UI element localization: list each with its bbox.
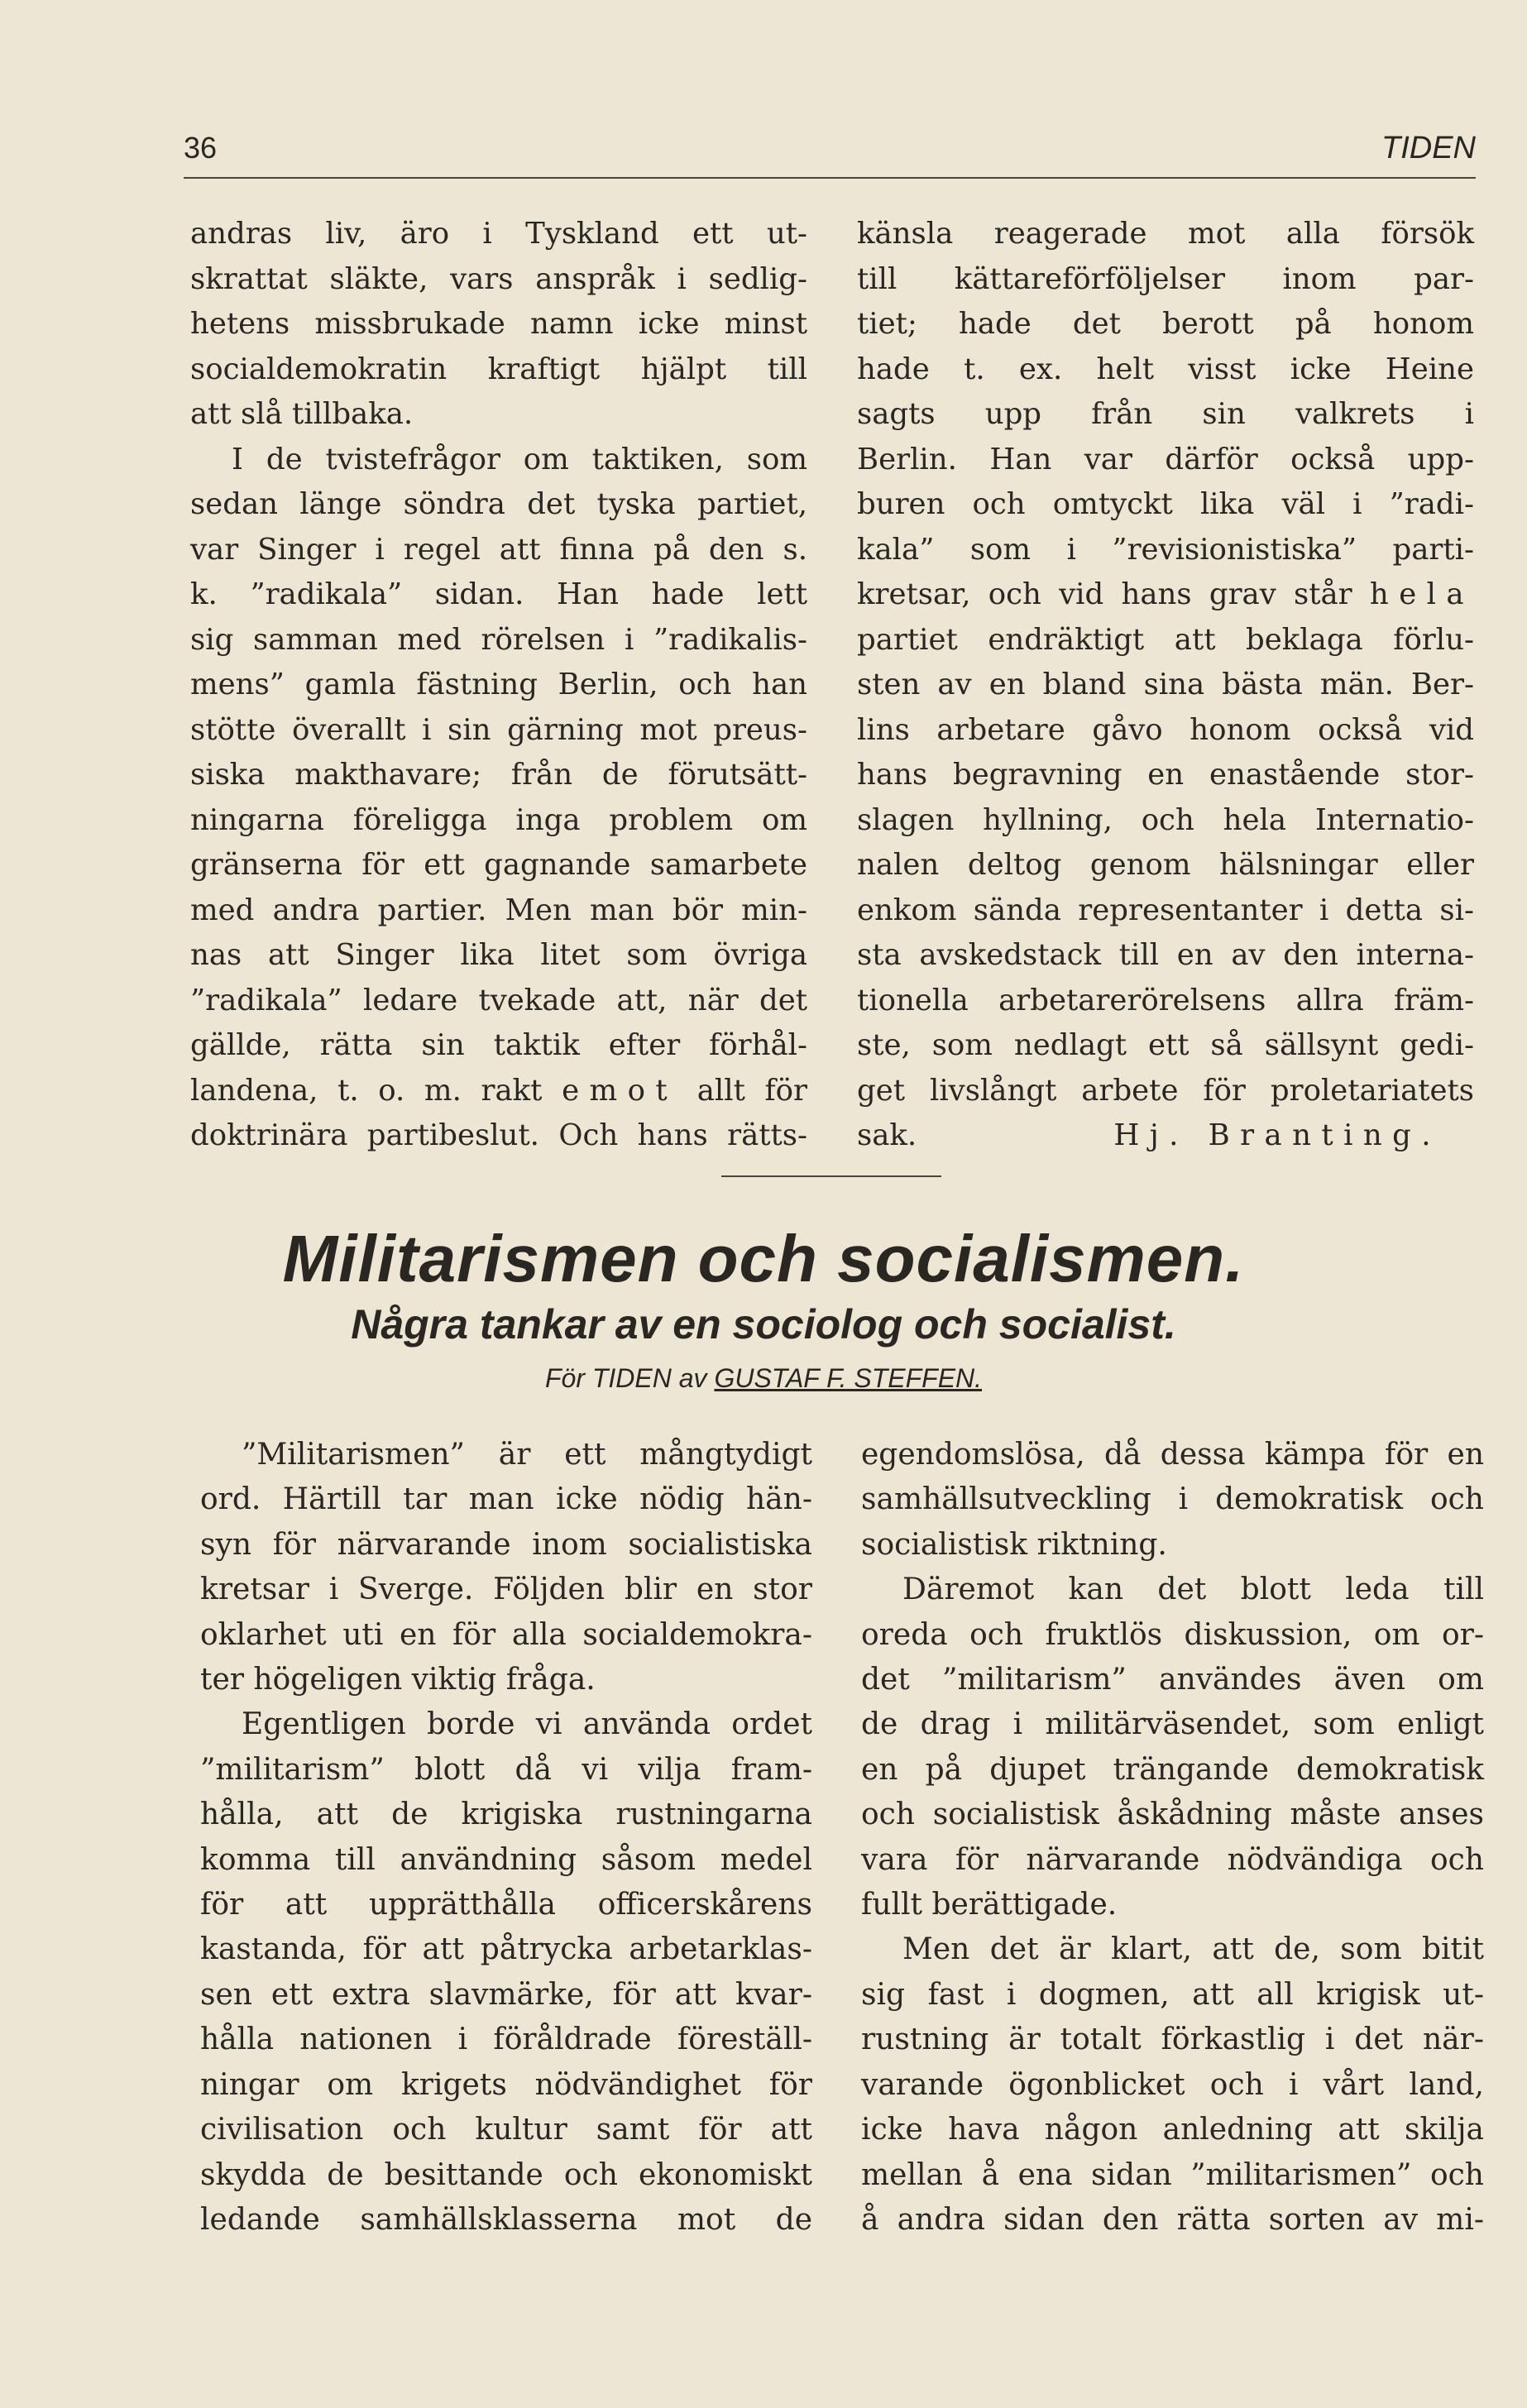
- text-line: egendomslösa, då dessa kämpa för en: [861, 1438, 1484, 1472]
- text-line: ”radikala” ledare tvekade att, när det: [190, 983, 807, 1017]
- text-line: Egentligen borde vi använda ordet: [242, 1707, 812, 1742]
- byline-prefix: För TIDEN av: [544, 1363, 715, 1393]
- text-line: hålla, att de krigiska rustningarna: [200, 1798, 812, 1832]
- article-right-column: [861, 1433, 1484, 2243]
- text-line: ”Militarismen” är ett mångtydigt: [242, 1438, 812, 1472]
- text-segment: sak.: [857, 1118, 917, 1152]
- text-line: Men det är klart, att de, som bitit: [902, 1932, 1484, 1967]
- text-line: doktrinära partibeslut. Och hans rätts-: [190, 1118, 807, 1152]
- text-line: stötte överallt i sin gärning mot preus-: [190, 712, 807, 747]
- text-line: socialistisk riktning.: [861, 1527, 1167, 1562]
- text-line: slagen hyllning, och hela Internatio-: [857, 802, 1474, 837]
- text-line: rustning är totalt förkastlig i det när-: [861, 2023, 1484, 2057]
- text-line: sedan länge söndra det tyska partiet,: [190, 487, 807, 521]
- text-line: till kättareförföljelser inom par-: [857, 261, 1474, 296]
- byline-author: GUSTAF F. STEFFEN.: [714, 1363, 983, 1393]
- text-line: lins arbetare gåvo honom också vid: [857, 712, 1474, 747]
- text-segment: allt för: [677, 1073, 807, 1108]
- text-line: oreda och fruktlös diskussion, om or-: [861, 1617, 1484, 1652]
- text-line: oklarhet uti en för alla socialdemokra-: [200, 1617, 812, 1652]
- running-head: [184, 131, 1476, 179]
- text-line: nalen deltog genom hälsningar eller: [857, 848, 1474, 882]
- text-line: fullt berättigade.: [861, 1888, 1118, 1922]
- article-divider: [721, 1175, 941, 1177]
- text-line: sig samman med rörelsen i ”radikalis-: [190, 622, 807, 657]
- text-line: hans begravning en enastående stor-: [857, 758, 1474, 792]
- text-line: med andra partier. Men man bör min-: [190, 893, 807, 927]
- text-line: samhällsutveckling i demokratisk och: [861, 1482, 1484, 1517]
- text-line: tiet; hade det berott på honom: [857, 307, 1474, 341]
- previous-article-left-column: [190, 212, 807, 1159]
- text-line: sagts upp från sin valkrets i: [857, 397, 1474, 431]
- text-line: vara för närvarande nödvändiga och: [861, 1842, 1484, 1877]
- signature-line: [857, 1113, 1474, 1159]
- text-line: hade t. ex. helt visst icke Heine: [857, 352, 1474, 386]
- text-line: gränserna för ett gagnande samarbete: [190, 848, 807, 882]
- text-line: Berlin. Han var därför också upp-: [857, 442, 1474, 476]
- author-signature: Hj. Branting.: [1113, 1118, 1441, 1152]
- text-line: buren och omtyckt lika väl i ”radi-: [857, 487, 1474, 521]
- text-line: skrattat släkte, vars anspråk i sedlig-: [190, 261, 807, 296]
- text-line: de drag i militärväsendet, som enligt: [861, 1707, 1484, 1742]
- text-line: var Singer i regel att finna på den s.: [190, 532, 807, 567]
- text-line: mens” gamla fästning Berlin, och han: [190, 668, 807, 701]
- text-segment: landena, t. o. m. rakt: [190, 1073, 562, 1108]
- text-line: I de tvistefrågor om taktiken, som: [232, 442, 807, 476]
- text-line: för att upprätthålla officerskårens: [200, 1888, 812, 1922]
- text-line: ningarna föreligga inga problem om: [190, 802, 807, 837]
- text-line: partiet endräktigt att beklaga förlu-: [857, 622, 1474, 657]
- text-line: sig fast i dogmen, att all krigisk ut-: [861, 1977, 1484, 2012]
- text-line: andras liv, äro i Tyskland ett ut-: [190, 217, 807, 251]
- text-line: sta avskedstack till en av den interna-: [857, 938, 1474, 972]
- text-line: varande ögonblicket och i vårt land,: [861, 2067, 1484, 2102]
- text-line: komma till användning såsom medel: [200, 1842, 812, 1877]
- text-line: skydda de besittande och ekonomiskt: [200, 2157, 812, 2192]
- text-line: det ”militarism” användes även om: [861, 1663, 1484, 1697]
- page-number: 36: [184, 131, 218, 165]
- text-line-spaced: [857, 572, 1474, 618]
- journal-name: TIDEN: [1381, 131, 1476, 165]
- text-segment: kretsar, och vid hans grav står: [857, 577, 1370, 611]
- article-left-column: [200, 1433, 812, 2243]
- spaced-word: emot: [562, 1073, 678, 1108]
- article-byline: [0, 1363, 1527, 1394]
- text-line: ter högeligen viktig fråga.: [200, 1663, 596, 1697]
- text-line: siska makthavare; från de förutsätt-: [190, 758, 807, 792]
- text-line: kala” som i ”revisionistiska” parti-: [857, 532, 1474, 567]
- text-line: en på djupet trängande demokratisk: [861, 1752, 1484, 1787]
- previous-article-right-column: [857, 212, 1474, 1159]
- text-line: kretsar i Sverge. Följden blir en stor: [200, 1573, 812, 1607]
- text-line: syn för närvarande inom socialistiska: [200, 1527, 812, 1562]
- text-line: och socialistisk åskådning måste anses: [861, 1798, 1484, 1832]
- text-line: ledande samhällsklasserna mot de: [200, 2202, 812, 2237]
- text-line: mellan å ena sidan ”militarismen” och: [861, 2157, 1484, 2192]
- text-line: nas att Singer lika litet som övriga: [190, 938, 807, 972]
- text-line: k. ”radikala” sidan. Han hade lett: [190, 577, 807, 611]
- spaced-word: hela: [1369, 577, 1474, 611]
- text-line: gällde, rätta sin taktik efter förhål-: [190, 1028, 807, 1062]
- text-line: socialdemokratin kraftigt hjälpt till: [190, 352, 807, 386]
- text-line: kastanda, för att påtrycka arbetarklas-: [200, 1932, 812, 1967]
- text-line: att slå tillbaka.: [190, 397, 414, 431]
- text-line: enkom sända representanter i detta si-: [857, 893, 1474, 927]
- text-line-spaced: [190, 1069, 807, 1114]
- text-line: civilisation och kultur samt för att: [200, 2113, 812, 2147]
- text-line: icke hava någon anledning att skilja: [861, 2113, 1484, 2147]
- text-line: hetens missbrukade namn icke minst: [190, 307, 807, 341]
- text-line: ningar om krigets nödvändighet för: [200, 2067, 812, 2102]
- text-line: sen ett extra slavmärke, för att kvar-: [200, 1977, 812, 2012]
- article-subtitle: Några tankar av en sociolog och socialist.: [351, 1301, 1176, 1348]
- article-title: Militarismen och socialismen.: [282, 1222, 1245, 1295]
- text-line: hålla nationen i föråldrade föreställ-: [200, 2023, 812, 2057]
- text-line: get livslångt arbete för proletariatets: [857, 1073, 1474, 1108]
- text-line: ste, som nedlagt ett så sällsynt gedi-: [857, 1028, 1474, 1062]
- text-line: ord. Härtill tar man icke nödig hän-: [200, 1482, 812, 1517]
- text-line: sten av en bland sina bästa män. Ber-: [857, 668, 1474, 701]
- text-line: tionella arbetarerörelsens allra främ-: [857, 983, 1474, 1017]
- text-line: Däremot kan det blott leda till: [902, 1573, 1484, 1607]
- text-line: känsla reagerade mot alla försök: [857, 217, 1474, 251]
- text-line: å andra sidan den rätta sorten av mi-: [861, 2202, 1484, 2237]
- text-line: ”militarism” blott då vi vilja fram-: [200, 1752, 812, 1787]
